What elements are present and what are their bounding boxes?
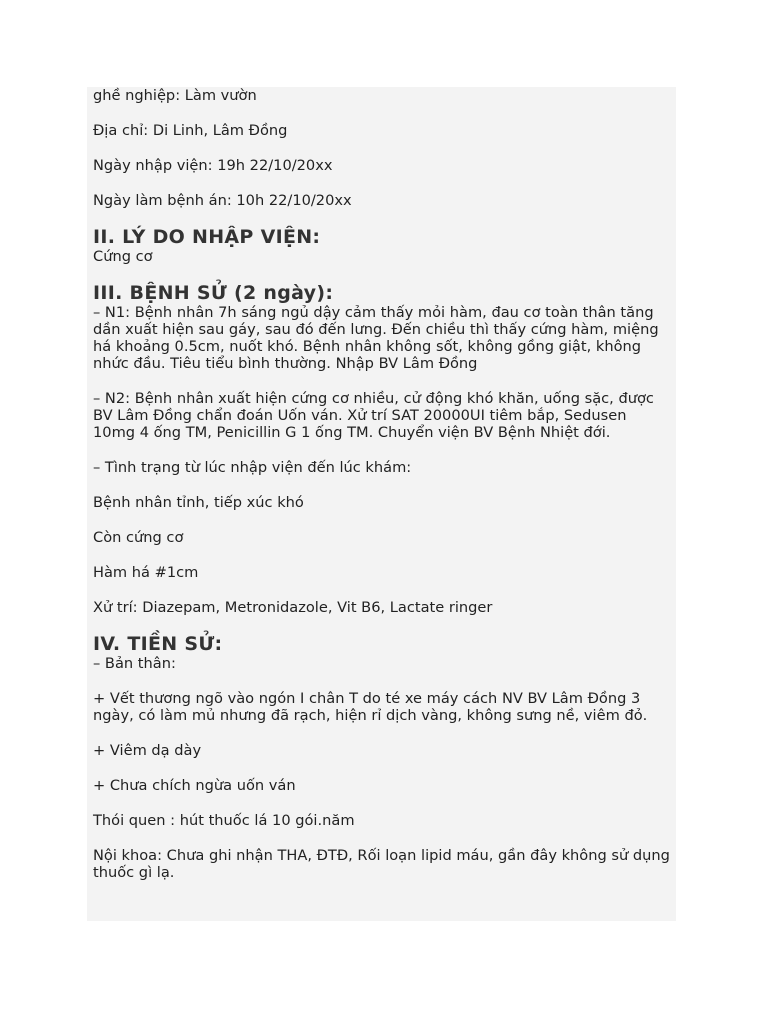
past-item-2: + Viêm dạ dày	[93, 742, 202, 759]
past-item-3: + Chưa chích ngừa uốn ván	[93, 777, 296, 794]
history-status-intro: – Tình trạng từ lúc nhập viện đến lúc khám:	[93, 459, 412, 476]
document-body	[87, 87, 676, 921]
history-treatment: Xử trí: Diazepam, Metronidazole, Vit B6, Lactate ringer	[93, 599, 493, 616]
history-status-3: Hàm há #1cm	[93, 564, 199, 581]
reason-text: Cứng cơ	[93, 248, 153, 265]
internal-medicine-line: Nội khoa: Chưa ghi nhận THA, ĐTĐ, Rối loạn lipid máu, gần đây không sử dụng thuốc gì lạ.	[93, 847, 670, 881]
habit-line: Thói quen : hút thuốc lá 10 gói.năm	[93, 812, 355, 829]
history-day-1: – N1: Bệnh nhân 7h sáng ngủ dậy cảm thấy mỏi hàm, đau cơ toàn thân tăng dần xuất hiện sau gáy, sau đó đến lưng. Đến chiều thì thấy cứng hàm, miệng há khoảng 0.5cm, nuốt khó. Bệnh nhân không sốt, không gồng giật, không nhức đầu. Tiêu tiểu bình thường. Nhập BV Lâm Đồng	[93, 304, 659, 372]
occupation-line: ghề nghiệp: Làm vườn	[93, 87, 257, 104]
address-line: Địa chỉ: Di Linh, Lâm Đồng	[93, 122, 288, 139]
record-date-line: Ngày làm bệnh án: 10h 22/10/20xx	[93, 192, 352, 209]
history-day-2: – N2: Bệnh nhân xuất hiện cứng cơ nhiều, cử động khó khăn, uống sặc, được BV Lâm Đồng chẩn đoán Uốn ván. Xử trí SAT 20000UI tiêm bắp, Sedusen 10mg 4 ống TM, Penicillin G 1 ống TM. Chuyển viện BV Bệnh Nhiệt đới.	[93, 390, 654, 441]
reason-heading: II. LÝ DO NHẬP VIỆN:	[93, 226, 321, 248]
past-self-label: – Bản thân:	[93, 655, 176, 672]
history-status-1: Bệnh nhân tỉnh, tiếp xúc khó	[93, 494, 304, 511]
past-item-1: + Vết thương ngõ vào ngón I chân T do té xe máy cách NV BV Lâm Đồng 3 ngày, có làm mủ nhưng đã rạch, hiện rỉ dịch vàng, không sưng nề, viêm đỏ.	[93, 690, 648, 724]
past-history-heading: IV. TIỀN SỬ:	[93, 633, 223, 655]
admission-date-line: Ngày nhập viện: 19h 22/10/20xx	[93, 157, 333, 174]
history-heading: III. BỆNH SỬ (2 ngày):	[93, 282, 334, 304]
history-status-2: Còn cứng cơ	[93, 529, 184, 546]
